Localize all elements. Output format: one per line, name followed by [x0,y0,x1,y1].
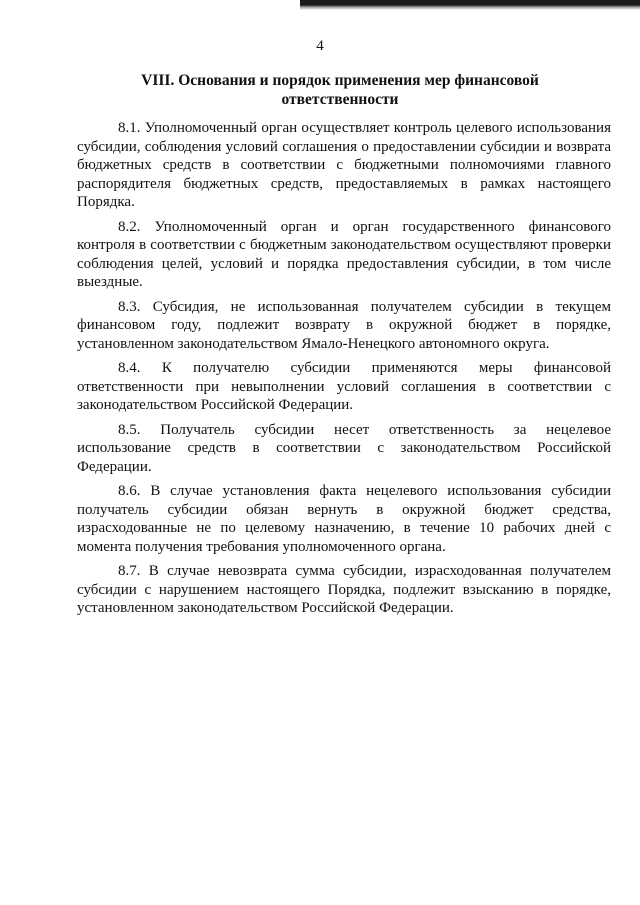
paragraph-8-2: 8.2. Уполномоченный орган и орган государственного финансового контроля в соответствии с бюджетным законодательством осуществляют проверки соблюдения целей, условий и порядка предоставления субсидии, в том числе выездные. [77,218,611,290]
page-number: 4 [316,38,324,54]
paragraph-8-5: 8.5. Получатель субсидии несет ответственность за нецелевое использование средств в соответствии с законодательством Российской Федерации. [77,421,611,475]
paragraph-8-7: 8.7. В случае невозврата сумма субсидии, израсходованная получателем субсидии с нарушением настоящего Порядка, подлежит взысканию в порядке, установленном законодательством Российской Федерации. [77,563,611,616]
paragraph-8-6: 8.6. В случае установления факта нецелевого использования субсидии получатель субсидии обязан вернуть в окружной бюджет средства, израсходованные не по целевому назначению, в течение 10 рабочих дней с момента получения требования уполномоченного органа. [77,483,611,555]
scan-top-edge [300,0,640,10]
paragraph-8-1: 8.1. Уполномоченный орган осуществляет контроль целевого использования субсидии, соблюдения условий соглашения о предоставлении субсидии и возврата бюджетных средств в соответствии с бюджетными полномочиями главного распорядителя бюджетных средств, предоставляемых в рамках настоящего Порядка. [77,120,611,210]
document-body [77,119,611,624]
paragraph-8-3: 8.3. Субсидия, не использованная получателем субсидии в текущем финансовом году, подлежит возврату в окружной бюджет в порядке, установленном законодательством Ямало-Ненецкого автономного округа. [77,298,611,352]
section-title: VIII. Основания и порядок применения мер финансовой ответственности [141,72,539,108]
paragraph-8-4: 8.4. К получателю субсидии применяются меры финансовой ответственности при невыполнении условий соглашения в соответствии с законодательством Российской Федерации. [77,360,611,413]
